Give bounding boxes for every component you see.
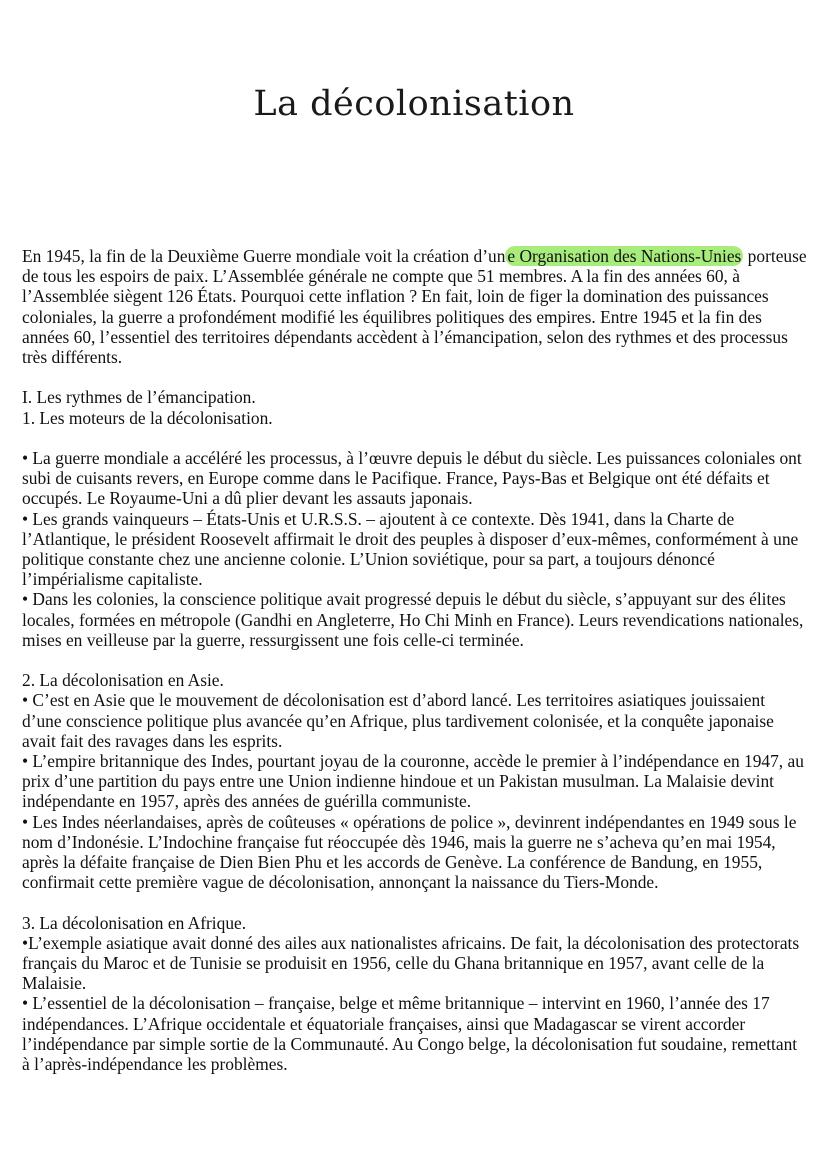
bullet-paragraph: •L’exemple asiatique avait donné des ailes aux nationalistes africains. De fait, la décolonisation des protectorats français du Maroc et de Tunisie se produisit en 1956, celle du Ghana britannique en 1957, avant celle de la Malaisie. <box>22 932 800 994</box>
intro-text-after: porteuse de tous les espoirs de paix. L’Assemblée générale ne compte que 51 membres. A la fin des années 60, à l’Assemblée siègent 126 États. Pourquoi cette inflation ? En fait, loin de figer la domination des puissances coloniales, la guerre a profondément modifié les équilibres politiques des empires. Entre 1945 et la fin des années 60, l’essentiel des territoires dépendants accèdent à l’émancipation, selon des rythmes et des processus très différents. <box>22 246 807 368</box>
intro-text-before: En 1945, la fin de la Deuxième Guerre mondiale voit la création d’un <box>22 246 506 266</box>
highlighted-text: e Organisation des Nations-Unies <box>507 246 742 266</box>
bullet-paragraph: • Les Indes néerlandaises, après de coûteuses « opérations de police », devinrent indépendantes en 1949 sous le nom d’Indonésie. L’Indochine française fut réoccupée dès 1946, mais la guerre ne s’acheva qu’en mai 1954, après la défaite française de Dien Bien Phu et les accords de Genève. La conférence de Bandung, en 1955, confirmait cette première vague de décolonisation, annonçant la naissance du Tiers-Monde. <box>22 811 797 893</box>
spacer <box>22 367 808 387</box>
spacer <box>22 428 808 448</box>
spacer <box>22 650 808 670</box>
bullet-paragraph: • Les grands vainqueurs – États-Unis et U.R.S.S. – ajoutent à ce contexte. Dès 1941, dans la Charte de l’Atlantique, le président Roosevelt affirmait le droit des peuples à disposer d’eux-mêmes, conformément à une politique constante chez une ancienne colonie. L’Union soviétique, pour sa part, a toujours dénoncé l’impérialisme capitaliste. <box>22 508 799 590</box>
section-heading: I. Les rythmes de l’émancipation. <box>22 387 256 408</box>
bullet-paragraph: • La guerre mondiale a accéléré les processus, à l’œuvre depuis le début du siècle. Les puissances coloniales ont subi de cuisants revers, en Europe comme dans le Pacifique. France, Pays-Bas et Belgique ont été défaits et occupés. Le Royaume-Uni a dû plier devant les assauts japonais. <box>22 448 802 509</box>
subsection-heading: 3. La décolonisation en Afrique. <box>22 912 247 933</box>
spacer <box>22 892 808 912</box>
bullet-paragraph: • Dans les colonies, la conscience politique avait progressé depuis le début du siècle, s’appuyant sur des élites locales, formées en métropole (Gandhi en Angleterre, Ho Chi Minh en France). Leurs revendications nationales, mises en veilleuse par la guerre, ressurgissent une fois celle-ci terminée. <box>22 589 804 650</box>
page-title: La décolonisation <box>253 84 575 124</box>
intro-paragraph <box>22 246 808 367</box>
bullet-paragraph: • C’est en Asie que le mouvement de décolonisation est d’abord lancé. Les territoires asiatiques jouissaient d’une conscience politique plus avancée qu’en Afrique, plus tardivement colonisée, et la conquête japonaise avait fait des ravages dans les esprits. <box>22 690 774 751</box>
bullet-paragraph: • L’essentiel de la décolonisation – française, belge et même britannique – intervint en 1960, l’année des 17 indépendances. L’Afrique occidentale et équatoriale françaises, ainsi que Madagascar se virent accorder l’indépendance par simple sortie de la Communauté. Au Congo belge, la décolonisation fut soudaine, remettant à l’après-indépendance les problèmes. <box>22 993 798 1075</box>
document-body <box>22 246 808 1074</box>
bullet-paragraph: • L’empire britannique des Indes, pourtant joyau de la couronne, accède le premier à l’indépendance en 1947, au prix d’une partition du pays entre une Union indienne hindoue et un Pakistan musulman. La Malaisie devint indépendante en 1957, après des années de guérilla communiste. <box>22 751 804 812</box>
subsection-heading: 1. Les moteurs de la décolonisation. <box>22 407 273 428</box>
subsection-heading: 2. La décolonisation en Asie. <box>22 670 224 691</box>
